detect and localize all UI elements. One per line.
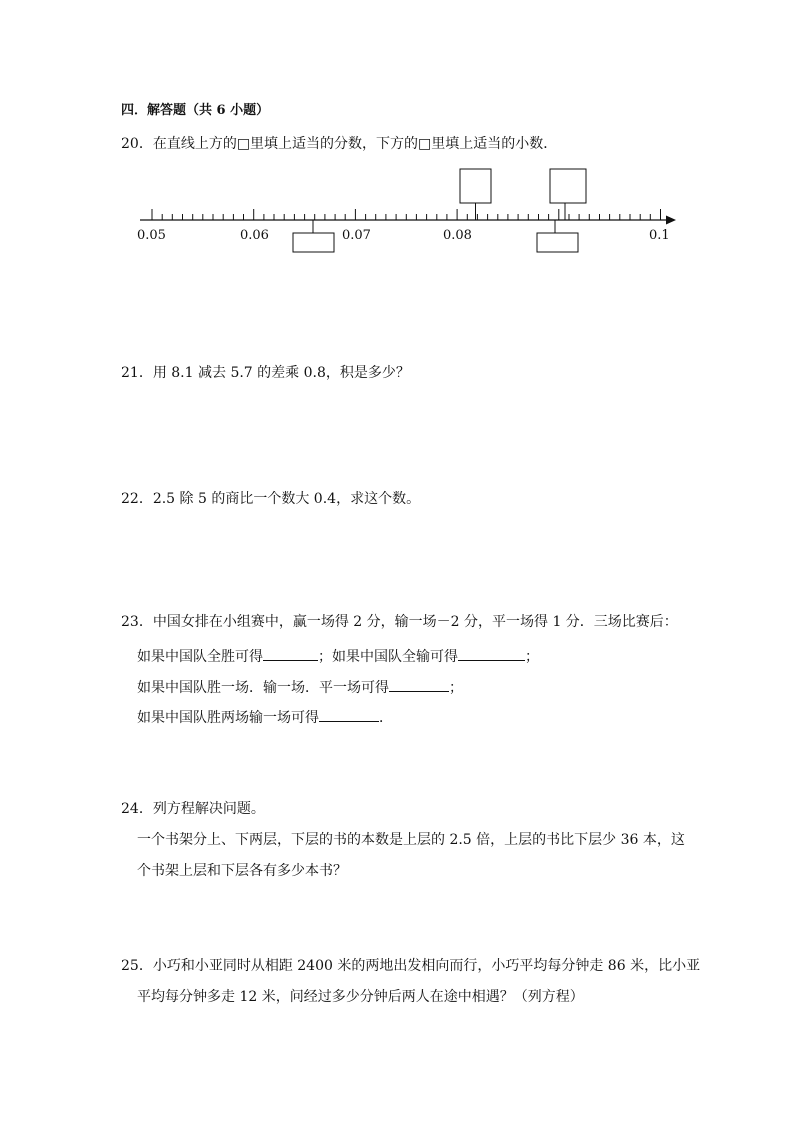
- question-22: [121, 491, 420, 507]
- axis-label: 0.06: [240, 228, 269, 243]
- answer-blank[interactable]: [319, 707, 379, 722]
- q23-punct: ．: [379, 710, 393, 726]
- question-number: 21．: [121, 365, 153, 381]
- q23-punct: ；: [525, 649, 539, 665]
- question-24: [121, 801, 265, 817]
- axis-label: 0.07: [342, 228, 371, 243]
- question-text: 列方程解决问题。: [152, 801, 265, 817]
- question-number: 25．: [121, 958, 153, 974]
- axis-label: 0.08: [443, 228, 472, 243]
- number-line-ticks: [152, 209, 661, 220]
- question-body: 个书架上层和下层各有多少本书？: [137, 863, 347, 879]
- question-number: 20．: [121, 136, 153, 152]
- question-text: 用 8.1 减去 5.7 的差乘 0.8，积是多少？: [152, 365, 410, 381]
- question-25: [121, 958, 700, 974]
- q23-line-1: [137, 646, 539, 665]
- question-number: 22．: [121, 491, 153, 507]
- question-text: 中国女排在小组赛中，赢一场得 2 分，输一场－2 分，平一场得 1 分．三场比赛后：: [152, 614, 678, 630]
- answer-blank[interactable]: [389, 677, 449, 692]
- question-number: 24．: [121, 801, 153, 817]
- question-text: 小巧和小亚同时从相距 2400 米的两地出发相向而行，小巧平均每分钟走 86 米，比小亚: [152, 958, 701, 974]
- answer-blank[interactable]: [458, 646, 525, 661]
- upper-answer-box[interactable]: [460, 169, 491, 203]
- question-text: 2.5 除 5 的商比一个数大 0.4，求这个数。: [152, 491, 421, 507]
- axis-label: 0.1: [649, 228, 670, 243]
- answer-blank[interactable]: [263, 646, 318, 661]
- q23-line-2: [137, 677, 463, 696]
- q23-prompt: 如果中国队全胜可得: [137, 649, 263, 665]
- question-body: 平均每分钟多走 12 米，问经过多少分钟后两人在途中相遇？（列方程）: [137, 989, 584, 1005]
- axis-label: 0.05: [137, 228, 166, 243]
- question-body: 一个书架分上、下两层，下层的书的本数是上层的 2.5 倍，上层的书比下层少 36 本，这: [137, 832, 685, 848]
- lower-answer-box[interactable]: [293, 233, 334, 252]
- number-line-arrow-icon: [666, 216, 676, 225]
- lower-answer-box[interactable]: [537, 233, 578, 252]
- section-title: 四．解答题（共 6 小题）: [121, 103, 270, 118]
- q23-punct: ；: [449, 680, 463, 696]
- question-21: [121, 365, 410, 381]
- upper-answer-box[interactable]: [550, 169, 586, 203]
- q23-prompt: ；如果中国队全输可得: [318, 649, 458, 665]
- question-text: 在直线上方的□里填上适当的分数，下方的□里填上适当的小数．: [152, 136, 558, 152]
- question-23: [121, 614, 678, 630]
- question-number: 23．: [121, 614, 153, 630]
- q23-prompt: 如果中国队胜一场．输一场．平一场可得: [137, 680, 389, 696]
- q23-line-3: [137, 707, 393, 726]
- q23-prompt: 如果中国队胜两场输一场可得: [137, 710, 319, 726]
